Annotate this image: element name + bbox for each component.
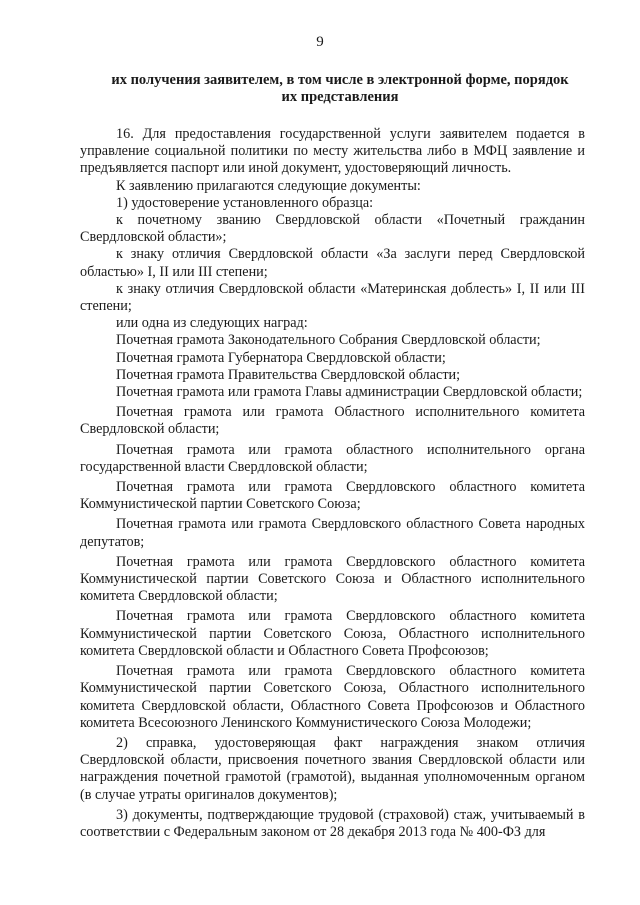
list-item: Почетная грамота или грамота Свердловского областного комитета Коммунистической партии Советского Союза и Областного исполнительного комитета Свердловской области; xyxy=(80,553,585,605)
list-item-2: 2) справка, удостоверяющая факт награждения знаком отличия Свердловской области, присвоения почетного звания Свердловской области или награждения почетной грамотой (грамотой), выданная уполномоченным органом (в случае утраты оригиналов документов); xyxy=(80,734,585,803)
document-body xyxy=(80,126,585,841)
page-number: 9 xyxy=(316,34,324,50)
list-item: Почетная грамота Правительства Свердловской области; xyxy=(116,366,461,383)
list-item-3: 3) документы, подтверждающие трудовой (страховой) стаж, учитываемый в соответствии с Федеральным законом от 28 декабря 2013 года № 400-ФЗ для xyxy=(80,806,585,840)
paragraph-attachments-intro: К заявлению прилагаются следующие документы: xyxy=(116,177,421,194)
list-item: к почетному званию Свердловской области «Почетный гражданин Свердловской области»; xyxy=(80,212,585,246)
list-item: к знаку отличия Свердловской области «Материнская доблесть» I, II или III степени; xyxy=(80,280,585,315)
list-item: Почетная грамота Законодательного Собрания Свердловской области; xyxy=(116,332,541,349)
list-item: Почетная грамота или грамота Свердловского областного комитета Коммунистической партии Советского Союза; xyxy=(80,479,585,513)
list-item-1: 1) удостоверение установленного образца: xyxy=(116,194,374,211)
paragraph-16: 16. Для предоставления государственной услуги заявителем подается в управление социальной политики по месту жительства либо в МФЦ заявление и предъявляется паспорт или иной документ, удостоверяющий личность. xyxy=(80,126,585,177)
section-heading xyxy=(90,72,590,106)
section-heading-line-1: их получения заявителем, в том числе в электронной форме, порядок xyxy=(111,72,569,88)
list-item: Почетная грамота или грамота Свердловского областного комитета Коммунистической партии Советского Союза, Областного исполнительного комитета Свердловской области и Областного Совета Профсоюзов; xyxy=(80,608,585,659)
section-heading-line-2: их представления xyxy=(281,89,399,105)
list-item: Почетная грамота Губернатора Свердловской области; xyxy=(116,349,446,366)
list-item: Почетная грамота или грамота Свердловского областного комитета Коммунистической партии Советского Союза, Областного исполнительного комитета Свердловской области, Областного Совета Профсоюзов и Областного комитета Всесоюзного Ленинского Коммунистического Союза Молодежи; xyxy=(80,663,585,731)
list-item: Почетная грамота или грамота Свердловского областного Совета народных депутатов; xyxy=(80,516,585,550)
list-item: Почетная грамота или грамота Областного исполнительного комитета Свердловской области; xyxy=(80,404,585,438)
list-item: или одна из следующих наград: xyxy=(116,315,308,332)
list-item: Почетная грамота или грамота Главы администрации Свердловской области; xyxy=(116,384,583,401)
list-item: Почетная грамота или грамота областного исполнительного органа государственной власти Свердловской области; xyxy=(80,441,585,475)
list-item: к знаку отличия Свердловской области «За заслуги перед Свердловской областью» I, II или III степени; xyxy=(80,246,585,280)
